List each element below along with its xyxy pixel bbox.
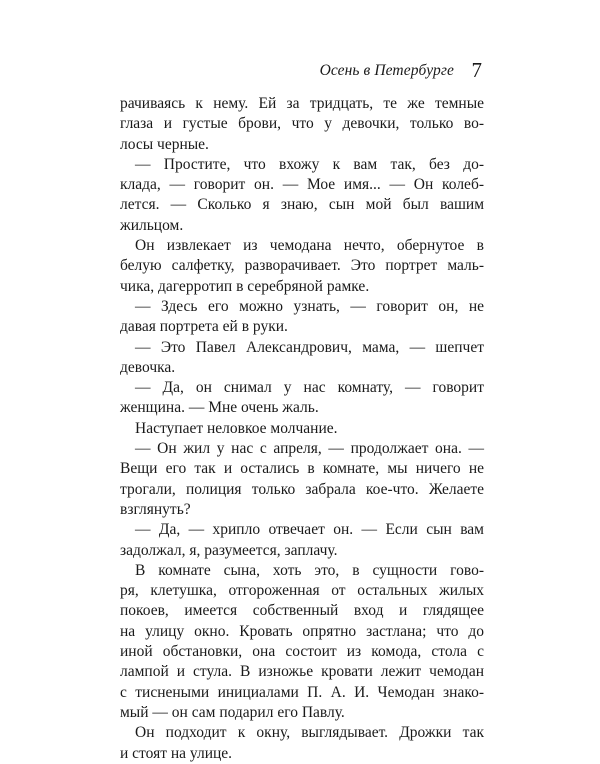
running-title: Осень в Петербурге — [319, 62, 454, 79]
text-line: белую салфетку, разворачивает. Это портрет маль- — [120, 257, 484, 275]
text-line: рачиваясь к нему. Ей за тридцать, те же темные — [120, 95, 484, 112]
text-line: лампой и стула. В изножье кровати лежит чемодан — [120, 663, 484, 681]
text-line: на улицу окно. Кровать опрятно застлана; что до — [120, 622, 484, 640]
text-line: клада, — говорит он. — Мое имя... — Он колеб- — [120, 176, 484, 194]
text-line: задолжал, я, разумеется, заплачу. — [120, 541, 338, 559]
text-line: чика, дагерротип в серебряной рамке. — [120, 277, 370, 295]
text-line: лется. — Сколько я знаю, сын мой был вашим — [120, 196, 484, 214]
text-line: иной обстановки, она состоит из комода, стола с — [120, 643, 484, 661]
text-line: давая портрета ей в руки. — [120, 318, 288, 336]
text-line: лосы черные. — [120, 135, 209, 153]
text-line: — Он жил у нас с апреля, — продолжает она. — — [135, 440, 484, 458]
text-line: Вещи его так и остались в комнате, мы ничего не — [120, 460, 484, 478]
text-line: Он подходит к окну, выглядывает. Дрожки так — [135, 724, 484, 742]
text-line: Наступает неловкое молчание. — [135, 419, 338, 437]
running-head — [90, 58, 482, 84]
text-line: покоев, имеется собственный вход и глядящее — [120, 602, 484, 620]
text-line: Он извлекает из чемодана нечто, обернутое в — [135, 237, 484, 255]
text-line: и стоят на улице. — [120, 744, 233, 762]
text-line: — Простите, что вхожу к вам так, без до- — [135, 155, 484, 173]
text-line: трогали, полиция только забрала кое-что. Желаете — [120, 480, 484, 498]
text-line: мый — он сам подарил его Павлу. — [120, 703, 345, 721]
text-line: — Да, — хрипло отвечает он. — Если сын вам — [135, 521, 484, 539]
text-line: — Да, он снимал у нас комнату, — говорит — [135, 379, 484, 397]
text-line: глаза и густые брови, что у девочки, только во- — [120, 115, 484, 133]
page-number: 7 — [471, 58, 482, 82]
body-text — [120, 94, 484, 764]
text-line: ря, клетушка, отгороженная от остальных жилых — [120, 582, 484, 600]
text-line: девочка. — [120, 358, 176, 376]
text-line: женщина. — Мне очень жаль. — [120, 399, 319, 417]
text-line: взглянуть? — [120, 500, 191, 518]
text-line: жильцом. — [120, 216, 184, 234]
text-line: — Это Павел Александрович, мама, — шепчет — [135, 338, 484, 356]
text-line: с тиснеными инициалами П. А. И. Чемодан знако- — [120, 683, 484, 701]
text-line: — Здесь его можно узнать, — говорит он, не — [135, 297, 484, 315]
text-line: В комнате сына, хоть это, в сущности гово- — [135, 561, 484, 579]
